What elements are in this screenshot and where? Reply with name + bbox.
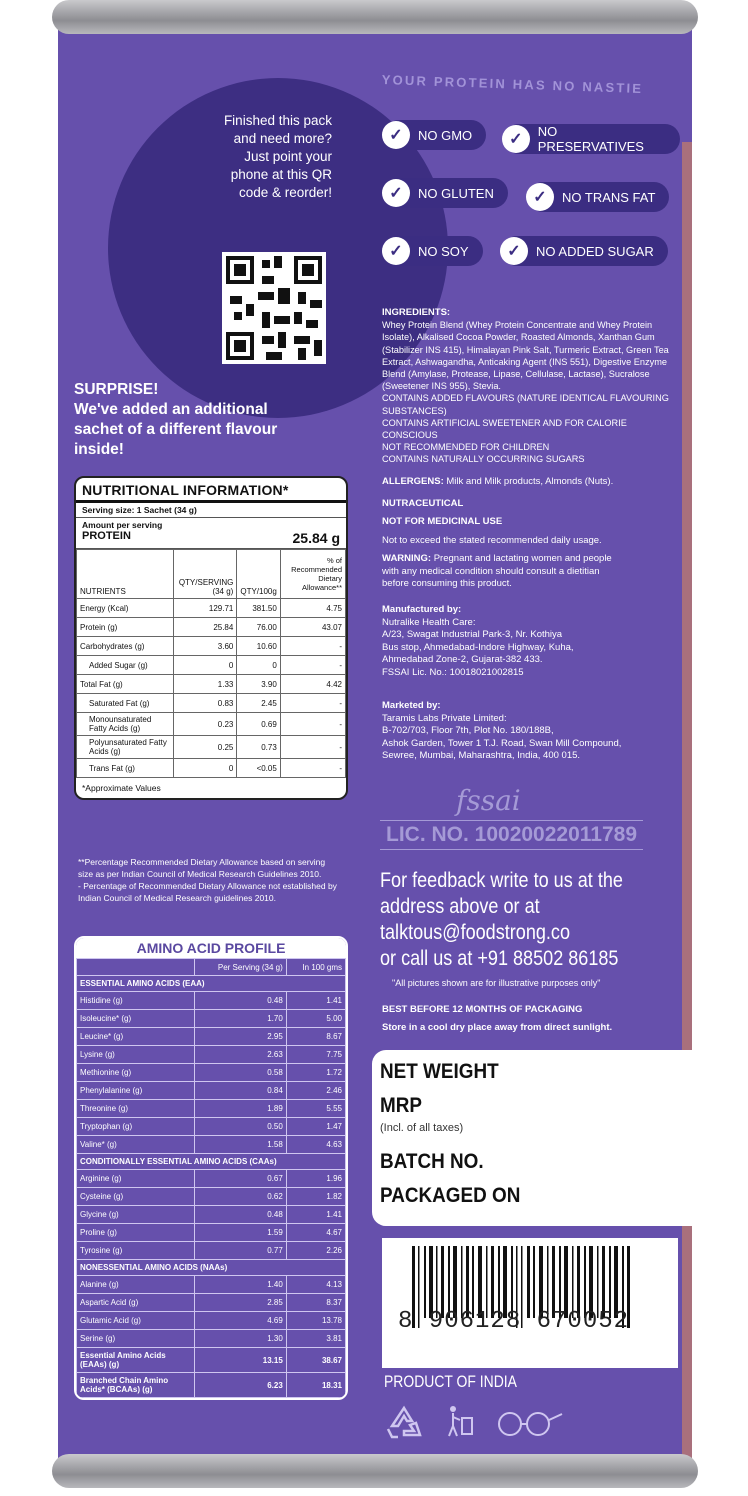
nutrient-100g: 381.50 <box>237 599 280 618</box>
amino-serving: 0.62 <box>195 1188 286 1206</box>
amino-serving: 4.69 <box>195 1312 286 1330</box>
nutrient-100g: 0.73 <box>237 736 280 759</box>
warning <box>382 553 622 591</box>
not-medicinal-label: NOT FOR MEDICINAL USE <box>382 516 503 527</box>
table-row <box>77 1330 346 1348</box>
manufactured-by <box>382 604 682 679</box>
amino-name: Histidine (g) <box>77 992 195 1010</box>
amino-100: 13.78 <box>286 1312 345 1330</box>
total-row <box>77 1373 346 1398</box>
amino-name: Tyrosine (g) <box>77 1242 195 1260</box>
nutrient-name: Total Fat (g) <box>77 675 174 694</box>
table-row <box>77 599 346 618</box>
amino-serving: 0.58 <box>195 1064 286 1082</box>
header-nutrients: NUTRIENTS <box>77 550 174 599</box>
ingredients-note-children: NOT RECOMMENDED FOR CHILDREN <box>382 442 550 453</box>
nutrient-rda: - <box>280 694 345 713</box>
amino-name: Methionine (g) <box>77 1064 195 1082</box>
amino-name: Valine* (g) <box>77 1136 195 1154</box>
amino-serving: 1.40 <box>195 1276 286 1294</box>
badge-no-trans-fat <box>528 182 669 212</box>
nutrient-name: Carbohydrates (g) <box>77 637 174 656</box>
nutrient-serving: 3.60 <box>173 637 237 656</box>
nutrient-100g: 2.45 <box>237 694 280 713</box>
fssai-logo: fssai <box>456 784 521 817</box>
badge-label: NO ADDED SUGAR <box>536 243 654 259</box>
table-row <box>77 1206 346 1224</box>
allergens-label: ALLERGENS: <box>382 476 444 487</box>
total-row <box>77 1348 346 1373</box>
badge-label: NO SOY <box>418 243 469 259</box>
approx-note: *Approximate Values <box>82 783 161 793</box>
ingredients-note-sugars: CONTAINS NATURALLY OCCURRING SUGARS <box>382 454 585 465</box>
amino-name: Tryptophan (g) <box>77 1118 195 1136</box>
table-row <box>77 1118 346 1136</box>
amino-name: Alanine (g) <box>77 1276 195 1294</box>
nutrition-table <box>76 549 346 778</box>
nutrient-serving: 0 <box>173 656 237 675</box>
no-nasties-banner: YOUR PROTEIN HAS NO NASTIE <box>381 72 644 97</box>
amino-acid-panel <box>74 936 348 1400</box>
table-row <box>77 1242 346 1260</box>
amino-table <box>76 958 346 1398</box>
amount-per-serving: Amount per serving <box>82 520 163 530</box>
nutrient-100g: <0.05 <box>237 759 280 778</box>
nutrient-name: Monounsaturated Fatty Acids (g) <box>77 713 174 736</box>
allergens <box>382 476 682 489</box>
table-row <box>77 1276 346 1294</box>
amino-name: Phenylalanine (g) <box>77 1082 195 1100</box>
orange-edge <box>682 142 692 1462</box>
amino-col-serving: Per Serving (34 g) <box>195 959 286 976</box>
keep-city-clean-icon <box>442 1404 476 1442</box>
amino-name: Leucine* (g) <box>77 1028 195 1046</box>
amino-100: 5.55 <box>286 1100 345 1118</box>
nutrient-name: Protein (g) <box>77 618 174 637</box>
badge-label: NO GMO <box>418 127 473 143</box>
check-icon: ✓ <box>502 125 530 153</box>
serving-size: Serving size: 1 Sachet (34 g) <box>76 503 346 518</box>
nutrition-header-row <box>77 550 346 599</box>
feedback-phone[interactable]: or call us at +91 88502 86185 <box>380 947 619 970</box>
total-name: Branched Chain Amino Acids* (BCAAs) (g) <box>77 1373 195 1398</box>
amino-serving: 0.67 <box>195 1170 286 1188</box>
nutrient-serving: 25.84 <box>173 618 237 637</box>
product-of-india: PRODUCT OF INDIA <box>384 1372 517 1391</box>
warning-text: Pregnant and lactating women and people with any medical condition should consult a dietitian before consuming this product. <box>382 553 612 589</box>
recycle-icon <box>384 1405 424 1441</box>
table-row <box>77 694 346 713</box>
badge-label: NO PRESERVATIVES <box>537 124 644 154</box>
dosage-note: Not to exceed the stated recommended daily usage. <box>382 535 602 546</box>
badge-no-preservatives <box>504 124 680 154</box>
badge-no-gmo <box>384 120 486 150</box>
amino-name: Lysine (g) <box>77 1046 195 1064</box>
marketer-line: Sewree, Mumbai, Maharashtra, India, 400 015. <box>382 750 581 761</box>
marketer-line: Ashok Garden, Tower 1 T.J. Road, Swan Mill Compound, <box>382 737 622 749</box>
qr-reorder-text: Finished this pack and need more? Just point your phone at this QR code & reorder! <box>223 113 332 200</box>
amino-100: 1.96 <box>286 1170 345 1188</box>
amino-100: 1.41 <box>286 992 345 1010</box>
best-before: BEST BEFORE 12 MONTHS OF PACKAGING <box>382 1004 583 1015</box>
nutrition-title: NUTRITIONAL INFORMATION* <box>76 478 346 503</box>
nutrient-rda: - <box>280 736 345 759</box>
total-100: 18.31 <box>286 1373 345 1398</box>
manufacturer-line: A/23, Swagat Industrial Park-3, Nr. Kothiya <box>382 629 563 640</box>
ingredients-block <box>382 306 682 466</box>
amino-name: Glutamic Acid (g) <box>77 1312 195 1330</box>
marketed-by <box>382 700 682 763</box>
batch-info-box <box>372 1050 692 1226</box>
check-icon: ✓ <box>526 183 554 211</box>
manufactured-label: Manufactured by: <box>382 604 462 615</box>
amino-100: 1.47 <box>286 1118 345 1136</box>
nutrient-name: Polyunsaturated Fatty Acids (g) <box>77 736 174 759</box>
qr-code[interactable] <box>222 252 326 364</box>
nutrient-serving: 0.25 <box>173 736 237 759</box>
glasses-icon <box>494 1408 564 1438</box>
marketer-line: B-702/703, Floor 7th, Plot No. 180/188B, <box>382 725 554 736</box>
amino-name: Isoleucine* (g) <box>77 1010 195 1028</box>
nutrient-100g: 0 <box>237 656 280 675</box>
rda-footnotes <box>78 856 340 904</box>
nutrient-name: Saturated Fat (g) <box>77 694 174 713</box>
nutrient-rda: - <box>280 637 345 656</box>
feedback-block <box>380 868 638 972</box>
table-row <box>77 992 346 1010</box>
nutrient-rda: - <box>280 656 345 675</box>
nutrient-name: Energy (Kcal) <box>77 599 174 618</box>
section-row <box>77 976 346 992</box>
amino-100: 8.37 <box>286 1294 345 1312</box>
amino-100: 4.67 <box>286 1224 345 1242</box>
nutrient-rda: 4.75 <box>280 599 345 618</box>
check-icon: ✓ <box>500 237 528 265</box>
amino-serving: 1.89 <box>195 1100 286 1118</box>
nutrient-rda: 4.42 <box>280 675 345 694</box>
amino-name: Glycine (g) <box>77 1206 195 1224</box>
nutrient-rda: - <box>280 713 345 736</box>
section-row <box>77 1260 346 1276</box>
amino-100: 8.67 <box>286 1028 345 1046</box>
check-icon: ✓ <box>382 237 410 265</box>
header-qty-serving: QTY/SERVING (34 g) <box>173 550 237 599</box>
amino-serving: 1.58 <box>195 1136 286 1154</box>
amino-100: 4.63 <box>286 1136 345 1154</box>
table-row <box>77 713 346 736</box>
manufacturer-line: Nutralike Health Care: <box>382 616 476 628</box>
table-row <box>77 1188 346 1206</box>
nutrient-serving: 0 <box>173 759 237 778</box>
amino-100: 1.82 <box>286 1188 345 1206</box>
badge-label: NO GLUTEN <box>418 185 494 201</box>
amino-serving: 2.63 <box>195 1046 286 1064</box>
nutrient-serving: 0.83 <box>173 694 237 713</box>
table-row <box>77 637 346 656</box>
check-icon: ✓ <box>382 179 410 207</box>
amino-100: 2.26 <box>286 1242 345 1260</box>
section-eaa: ESSENTIAL AMINO ACIDS (EAA) <box>77 976 346 992</box>
amino-100: 3.81 <box>286 1330 345 1348</box>
header-qty-100g: QTY/100g <box>237 550 280 599</box>
nutraceutical-label: NUTRACEUTICAL <box>382 498 464 509</box>
surprise-title: SURPRISE! <box>74 381 159 398</box>
feedback-line: For feedback write to us at the <box>380 869 623 892</box>
barcode-number: 8 906128 670052 <box>398 1308 630 1335</box>
table-row <box>77 618 346 637</box>
footnote-1: **Percentage Recommended Dietary Allowance based on serving size as per Indian Council of Medical Research Guidelines 2010. <box>78 857 326 879</box>
total-serving: 6.23 <box>195 1373 286 1398</box>
surprise-body: We've added an additional sachet of a different flavour inside! <box>74 401 278 458</box>
table-row <box>77 1082 346 1100</box>
protein-summary <box>76 518 346 549</box>
amino-100: 4.13 <box>286 1276 345 1294</box>
nutrient-100g: 3.90 <box>237 675 280 694</box>
nutrient-rda: 43.07 <box>280 618 345 637</box>
badge-label: NO TRANS FAT <box>562 189 656 205</box>
table-row <box>77 736 346 759</box>
can-bottom-rim <box>52 1454 698 1488</box>
amino-serving: 1.70 <box>195 1010 286 1028</box>
total-name: Essential Amino Acids (EAAs) (g) <box>77 1348 195 1373</box>
ingredients-title: INGREDIENTS: <box>382 307 451 318</box>
amino-col-100: In 100 gms <box>286 959 345 976</box>
table-row <box>77 1312 346 1330</box>
amino-100: 5.00 <box>286 1010 345 1028</box>
amino-header-blank <box>77 959 195 976</box>
section-row <box>77 1154 346 1170</box>
footnote-2: - Percentage of Recommended Dietary Allowance not established by Indian Council of Medical Research guidelines 2010. <box>78 881 337 903</box>
batch-label: BATCH NO. <box>380 1150 484 1173</box>
net-weight-label: NET WEIGHT <box>380 1060 499 1083</box>
nutrient-serving: 129.71 <box>173 599 237 618</box>
ingredients-note-sweetener: CONTAINS ARTIFICIAL SWEETENER AND FOR CALORIE CONSCIOUS <box>382 417 627 441</box>
amino-serving: 1.30 <box>195 1330 286 1348</box>
amino-serving: 2.85 <box>195 1294 286 1312</box>
allergens-text: Milk and Milk products, Almonds (Nuts). <box>446 476 614 487</box>
nutrient-100g: 0.69 <box>237 713 280 736</box>
nutrient-serving: 1.33 <box>173 675 237 694</box>
amino-serving: 0.77 <box>195 1242 286 1260</box>
table-row <box>77 1224 346 1242</box>
packaged-on-label: PACKAGED ON <box>380 1184 521 1207</box>
nutrient-name: Added Sugar (g) <box>77 656 174 675</box>
total-100: 38.67 <box>286 1348 345 1373</box>
ingredients-text: Whey Protein Blend (Whey Protein Concentrate and Whey Protein Isolate), Alkalised Cocoa Powder, Roasted Almonds, Xanthan Gum (Stabilizer INS 415), Himalayan Pink Salt, Turmeric Extract, Green Tea Extract, Ashwagandha, Anticaking Agent (INS 551), Digestive Enzyme Blend (Amylase, Protease, Lipase, Cellulase, Lactase), Sucralose (Sweetener INS 955), Stevia. <box>382 320 669 392</box>
check-icon: ✓ <box>382 121 410 149</box>
marketed-label: Marketed by: <box>382 700 441 711</box>
section-caa: CONDITIONALLY ESSENTIAL AMINO ACIDS (CAAs) <box>77 1154 346 1170</box>
nutrient-100g: 76.00 <box>237 618 280 637</box>
amino-name: Arginine (g) <box>77 1170 195 1188</box>
nutrient-name: Trans Fat (g) <box>77 759 174 778</box>
protein-value: 25.84 g <box>292 530 340 546</box>
license-number: LIC. NO. 10020022011789 <box>380 820 643 850</box>
amino-name: Aspartic Acid (g) <box>77 1294 195 1312</box>
table-row <box>77 675 346 694</box>
protein-label: PROTEIN <box>82 530 131 542</box>
table-row <box>77 1294 346 1312</box>
table-row <box>77 1100 346 1118</box>
surprise-note <box>74 380 284 460</box>
table-row <box>77 1046 346 1064</box>
can-top-rim <box>52 0 698 34</box>
amino-name: Threonine (g) <box>77 1100 195 1118</box>
illustrative-note: "All pictures shown are for illustrative purposes only" <box>392 978 601 988</box>
badge-no-soy <box>384 236 483 266</box>
barcode <box>382 1238 678 1368</box>
manufacturer-line: FSSAI Lic. No.: 10018021002815 <box>382 666 524 678</box>
amino-100: 1.41 <box>286 1206 345 1224</box>
table-row <box>77 656 346 675</box>
section-naa: NONESSENTIAL AMINO ACIDS (NAAs) <box>77 1260 346 1276</box>
footer-icons <box>384 1404 564 1442</box>
storage-note: Store in a cool dry place away from direct sunlight. <box>382 1022 613 1033</box>
badge-no-added-sugar <box>502 236 668 266</box>
table-row <box>77 1170 346 1188</box>
feedback-line: address above or at <box>380 895 540 918</box>
nutrient-rda: - <box>280 759 345 778</box>
table-row <box>77 1064 346 1082</box>
amino-serving: 0.48 <box>195 992 286 1010</box>
nutrient-100g: 10.60 <box>237 637 280 656</box>
warning-label: WARNING: <box>382 553 432 564</box>
mrp-note: (Incl. of all taxes) <box>380 1122 464 1134</box>
amino-serving: 1.59 <box>195 1224 286 1242</box>
amino-header-row <box>77 959 346 976</box>
table-row <box>77 1136 346 1154</box>
nutrient-serving: 0.23 <box>173 713 237 736</box>
feedback-email[interactable]: talktous@foodstrong.co <box>380 921 571 944</box>
amino-serving: 0.48 <box>195 1206 286 1224</box>
amino-serving: 0.84 <box>195 1082 286 1100</box>
ingredients-note-flavours: CONTAINS ADDED FLAVOURS (NATURE IDENTICAL FLAVOURING SUBSTANCES) <box>382 393 669 416</box>
marketer-line: Taramis Labs Private Limited: <box>382 712 507 724</box>
total-serving: 13.15 <box>195 1348 286 1373</box>
amino-title: AMINO ACID PROFILE <box>76 938 346 958</box>
amino-100: 1.72 <box>286 1064 345 1082</box>
manufacturer-line: Ahmedabad Zone-2, Gujarat-382 433. <box>382 654 543 665</box>
amino-name: Proline (g) <box>77 1224 195 1242</box>
amino-name: Serine (g) <box>77 1330 195 1348</box>
header-rda: % of Recommended Dietary Allowance** <box>280 550 345 599</box>
amino-100: 2.46 <box>286 1082 345 1100</box>
table-row <box>77 1010 346 1028</box>
nutrition-panel <box>74 476 348 800</box>
table-row <box>77 759 346 778</box>
amino-serving: 2.95 <box>195 1028 286 1046</box>
manufacturer-line: Bus stop, Ahmedabad-Indore Highway, Kuha, <box>382 641 574 653</box>
badge-no-gluten <box>384 178 508 208</box>
amino-name: Cysteine (g) <box>77 1188 195 1206</box>
amino-serving: 0.50 <box>195 1118 286 1136</box>
amino-100: 7.75 <box>286 1046 345 1064</box>
table-row <box>77 1028 346 1046</box>
mrp-label: MRP <box>380 1094 423 1117</box>
